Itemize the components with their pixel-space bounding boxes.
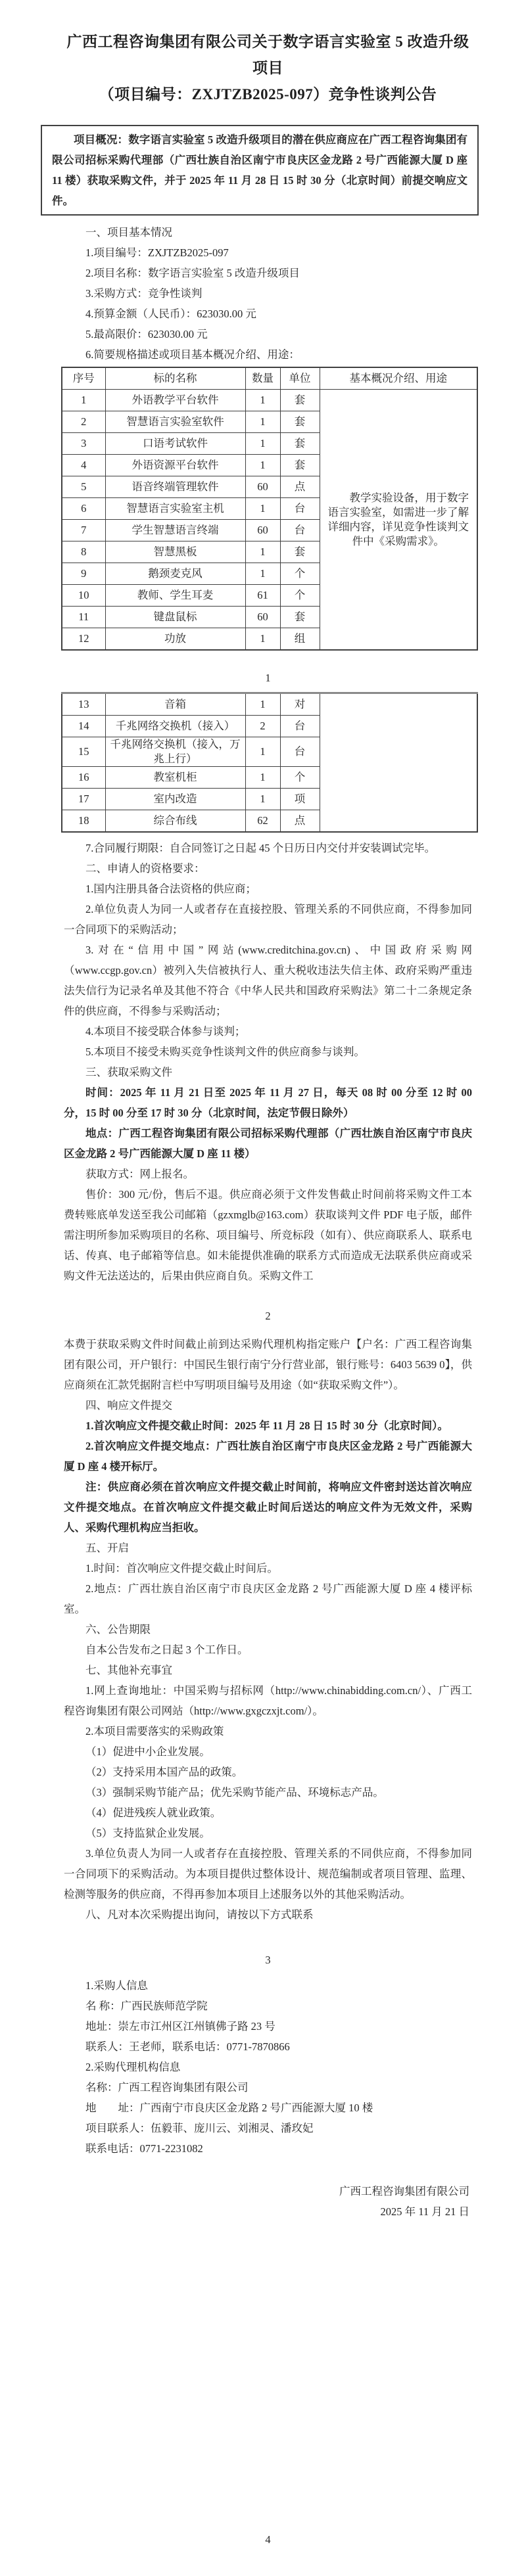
table-row bbox=[62, 390, 477, 411]
cell-item: 口语考试软件 bbox=[105, 433, 245, 455]
submit-note: 注：供应商必须在首次响应文件提交截止时间前，将响应文件密封送达首次响应文件提交地点。在首次响应文件提交截止时间后送达的响应文件为无效文件，采购人、采购代理机构应当拒收。 bbox=[64, 1481, 472, 1534]
cell-item: 室内改造 bbox=[105, 789, 245, 810]
agent-address: 地 址：广西南宁市良庆区金龙路 2 号广西能源大厦 10 楼 bbox=[85, 2102, 373, 2114]
doc-price-part-2: 本费于获取采购文件时间截止前到达采购代理机构指定账户【户名：广西工程咨询集团有限公司，开户银行：中国民生银行南宁分行营业部，银行账号：6403 5639 0】，供应商须在汇款凭据附言栏中写明项目编号及用途（如“获取采购文件”）。 bbox=[64, 1338, 472, 1391]
cell-seq: 6 bbox=[62, 498, 105, 520]
cell-qty: 1 bbox=[245, 541, 280, 563]
qualification-item-2: 2.单位负责人为同一人或者存在直接控股、管理关系的不同供应商，不得参加同一合同项下的采购活动； bbox=[64, 903, 472, 936]
cell-seq: 11 bbox=[62, 607, 105, 628]
project-overview-text: 项目概况：数字语言实验室 5 改造升级项目的潜在供应商应在广西工程咨询集团有限公司招标采购代理部（广西壮族自治区南宁市良庆区金龙路 2 号广西能源大厦 D 座 11 楼）获取采购文件，并于 2025 年 11 月 28 日 15 时 30 分（北京时间）前提交响应文件。 bbox=[52, 133, 467, 207]
agent-contacts: 项目联系人：伍毅菲、庞川云、刘湘灵、潘玫妃 bbox=[85, 2122, 314, 2134]
cell-qty: 60 bbox=[245, 476, 280, 498]
doc-obtain-place: 地点：广西工程咨询集团有限公司招标采购代理部（广西壮族自治区南宁市良庆区金龙路 2 号广西能源大厦 D 座 11 楼） bbox=[64, 1127, 472, 1160]
cell-item: 鹅颈麦克风 bbox=[105, 563, 245, 585]
page-number-1: 1 bbox=[265, 672, 271, 684]
project-overview-box bbox=[41, 125, 479, 216]
cell-unit: 点 bbox=[280, 476, 320, 498]
cell-unit: 项 bbox=[280, 789, 320, 810]
cell-item: 智慧语言实验室主机 bbox=[105, 498, 245, 520]
cell-seq: 2 bbox=[62, 411, 105, 433]
header-usage: 基本概况介绍、用途 bbox=[320, 367, 477, 390]
cell-unit: 个 bbox=[280, 585, 320, 607]
cell-item: 键盘鼠标 bbox=[105, 607, 245, 628]
buyer-name: 名 称：广西民族师范学院 bbox=[85, 2000, 208, 2012]
cell-seq: 9 bbox=[62, 563, 105, 585]
cell-item: 智慧语言实验室软件 bbox=[105, 411, 245, 433]
cell-item: 功放 bbox=[105, 628, 245, 651]
policy-5: （5）支持监狱企业发展。 bbox=[85, 1827, 210, 1839]
cell-unit: 台 bbox=[280, 498, 320, 520]
cell-seq: 18 bbox=[62, 810, 105, 833]
cell-qty: 62 bbox=[245, 810, 280, 833]
submit-place: 2.首次响应文件提交地点：广西壮族自治区南宁市良庆区金龙路 2 号广西能源大厦 D 座 4 楼开标厅。 bbox=[64, 1440, 472, 1473]
cell-seq: 12 bbox=[62, 628, 105, 651]
cell-qty: 1 bbox=[245, 628, 280, 651]
cell-item: 教室机柜 bbox=[105, 767, 245, 789]
cell-qty: 1 bbox=[245, 498, 280, 520]
cell-item: 语音终端管理软件 bbox=[105, 476, 245, 498]
cell-unit: 套 bbox=[280, 455, 320, 476]
page-number-2: 2 bbox=[265, 1310, 271, 1322]
cell-qty: 60 bbox=[245, 607, 280, 628]
cell-seq: 1 bbox=[62, 390, 105, 411]
cell-qty: 1 bbox=[245, 737, 280, 767]
cell-unit: 点 bbox=[280, 810, 320, 833]
cell-seq: 8 bbox=[62, 541, 105, 563]
buyer-contact: 联系人：王老师，联系电话：0771-7870866 bbox=[85, 2040, 290, 2053]
cell-seq: 16 bbox=[62, 767, 105, 789]
doc-title-line-1: 广西工程咨询集团有限公司关于数字语言实验室 5 改造升级项目 bbox=[66, 34, 469, 76]
cell-unit: 个 bbox=[280, 767, 320, 789]
cell-unit: 台 bbox=[280, 716, 320, 737]
cell-unit: 套 bbox=[280, 411, 320, 433]
cell-item: 智慧黑板 bbox=[105, 541, 245, 563]
cell-seq: 7 bbox=[62, 520, 105, 541]
cell-qty: 1 bbox=[245, 693, 280, 716]
cell-unit: 台 bbox=[280, 520, 320, 541]
page-bottom-spacer bbox=[64, 2222, 472, 2529]
project-number: 1.项目编号：ZXJTZB2025-097 bbox=[85, 246, 229, 259]
supplier-restriction: 3.单位负责人为同一人或者存在直接控股、管理关系的不同供应商，不得参加同一合同项下的采购活动。为本项目提供过整体设计、规范编制或者项目管理、监理、检测等服务的供应商，不得再参加本项目上述服务以外的其他采购活动。 bbox=[64, 1847, 472, 1900]
notice-period: 自本公告发布之日起 3 个工作日。 bbox=[85, 1644, 249, 1656]
header-qty: 数量 bbox=[245, 367, 280, 390]
budget-amount: 4.预算金额（人民币）：623030.00 元 bbox=[85, 308, 256, 320]
cell-qty: 2 bbox=[245, 716, 280, 737]
goods-table-part-2 bbox=[61, 692, 478, 833]
open-time: 1.时间：首次响应文件提交截止时间后。 bbox=[85, 1562, 278, 1575]
table-row bbox=[62, 693, 477, 716]
cell-unit: 台 bbox=[280, 737, 320, 767]
doc-title-line-2: （项目编号：ZXJTZB2025-097）竞争性谈判公告 bbox=[99, 86, 437, 103]
header-item: 标的名称 bbox=[105, 367, 245, 390]
section-4-heading: 四、响应文件提交 bbox=[85, 1399, 172, 1412]
qualification-item-1: 1.国内注册具备合法资格的供应商； bbox=[85, 883, 256, 895]
doc-price-part-1: 售价：300 元/份，售后不退。供应商必须于文件发售截止时间前将采购文件工本费转账底单发送至我公司邮箱（gzxmglb@163.com）获取谈判文件 PDF 电子版，邮件需注明所参加采购项目的名称、项目编号、所竞标段（如有）、供应商联系人、联系电话、传真、电子邮箱等信息。如未能提供准确的联系方式而造成无法联系供应商或采购文件无法送达的，后果由供应商自负。采购文件工 bbox=[64, 1188, 472, 1282]
section-5-heading: 五、开启 bbox=[85, 1542, 129, 1554]
header-unit: 单位 bbox=[280, 367, 320, 390]
cell-item: 千兆网络交换机（接入） bbox=[105, 716, 245, 737]
procurement-method: 3.采购方式：竞争性谈判 bbox=[85, 287, 203, 300]
cell-qty: 1 bbox=[245, 455, 280, 476]
policy-3: （3）强制采购节能产品；优先采购节能产品、环境标志产品。 bbox=[85, 1786, 384, 1799]
cell-qty: 1 bbox=[245, 767, 280, 789]
section-6-heading: 六、公告期限 bbox=[85, 1623, 151, 1636]
signature-company: 广西工程咨询集团有限公司 bbox=[339, 2185, 469, 2197]
doc-obtain-method: 获取方式：网上报名。 bbox=[85, 1168, 194, 1180]
price-cap: 5.最高限价：623030.00 元 bbox=[85, 328, 208, 340]
project-name: 2.项目名称：数字语言实验室 5 改造升级项目 bbox=[85, 267, 300, 279]
section-7-heading: 七、其他补充事宜 bbox=[85, 1664, 172, 1676]
cell-seq: 14 bbox=[62, 716, 105, 737]
cell-qty: 1 bbox=[245, 563, 280, 585]
section-1-heading: 一、项目基本情况 bbox=[85, 226, 172, 239]
cell-unit: 个 bbox=[280, 563, 320, 585]
page-title bbox=[64, 29, 472, 108]
cell-unit: 套 bbox=[280, 607, 320, 628]
cell-seq: 3 bbox=[62, 433, 105, 455]
usage-note-cell bbox=[320, 390, 477, 651]
policy-1: （1）促进中小企业发展。 bbox=[85, 1745, 210, 1758]
cell-seq: 10 bbox=[62, 585, 105, 607]
cell-item: 外语教学平台软件 bbox=[105, 390, 245, 411]
cell-item: 学生智慧语言终端 bbox=[105, 520, 245, 541]
policy-4: （4）促进残疾人就业政策。 bbox=[85, 1806, 222, 1819]
cell-qty: 1 bbox=[245, 433, 280, 455]
cell-unit: 套 bbox=[280, 541, 320, 563]
cell-item: 音箱 bbox=[105, 693, 245, 716]
qualification-item-4: 4.本项目不接受联合体参与谈判； bbox=[85, 1025, 246, 1038]
submit-deadline: 1.首次响应文件提交截止时间：2025 年 11 月 28 日 15 时 30 分（北京时间）。 bbox=[85, 1419, 448, 1432]
cell-seq: 5 bbox=[62, 476, 105, 498]
buyer-info-heading: 1.采购人信息 bbox=[85, 1979, 148, 1992]
page-number-4: 4 bbox=[265, 2533, 271, 2546]
cell-qty: 1 bbox=[245, 789, 280, 810]
contract-period: 7.合同履行期限：自合同签订之日起 45 个日历日内交付并安装调试完毕。 bbox=[85, 842, 436, 854]
cell-unit: 套 bbox=[280, 390, 320, 411]
header-seq: 序号 bbox=[62, 367, 105, 390]
signature-date: 2025 年 11 月 21 日 bbox=[380, 2205, 469, 2218]
page-number-3: 3 bbox=[265, 1954, 271, 1966]
cell-qty: 60 bbox=[245, 520, 280, 541]
agent-name: 名称：广西工程咨询集团有限公司 bbox=[85, 2081, 249, 2094]
doc-obtain-time: 时间：2025 年 11 月 21 日至 2025 年 11 月 27 日，每天 08 时 00 分至 12 时 00 分，15 时 00 分至 17 时 30 分（北京时间，法定节假日除外） bbox=[64, 1086, 472, 1119]
agent-phone: 联系电话：0771-2231082 bbox=[85, 2142, 203, 2155]
table-header-row bbox=[62, 367, 477, 390]
usage-note-cell-empty bbox=[320, 693, 477, 833]
spec-intro-label: 6.简要规格描述或项目基本概况介绍、用途： bbox=[85, 348, 300, 361]
cell-item: 外语资源平台软件 bbox=[105, 455, 245, 476]
query-urls: 1.网上查询地址：中国采购与招标网（http://www.chinabidding.com.cn/）、广西工程咨询集团有限公司网站（http://www.gxgczxjt.com/）。 bbox=[64, 1684, 472, 1717]
cell-qty: 1 bbox=[245, 411, 280, 433]
qualification-item-5: 5.本项目不接受未购买竞争性谈判文件的供应商参与谈判。 bbox=[85, 1046, 365, 1058]
open-place: 2.地点：广西壮族自治区南宁市良庆区金龙路 2 号广西能源大厦 D 座 4 楼评标室。 bbox=[64, 1582, 472, 1615]
policy-2: （2）支持采用本国产品的政策。 bbox=[85, 1766, 243, 1778]
cell-seq: 15 bbox=[62, 737, 105, 767]
cell-qty: 61 bbox=[245, 585, 280, 607]
cell-item: 教师、学生耳麦 bbox=[105, 585, 245, 607]
cell-seq: 17 bbox=[62, 789, 105, 810]
section-2-heading: 二、申请人的资格要求： bbox=[85, 862, 205, 875]
cell-item: 综合布线 bbox=[105, 810, 245, 833]
usage-note-text: 教学实验设备，用于数字语言实验室，如需进一步了解详细内容，详见竞争性谈判文件中《采购需求》。 bbox=[327, 491, 469, 547]
cell-seq: 13 bbox=[62, 693, 105, 716]
cell-unit: 对 bbox=[280, 693, 320, 716]
buyer-address: 地址：崇左市江州区江州镇佛子路 23 号 bbox=[85, 2020, 275, 2033]
goods-table-part-1 bbox=[61, 367, 478, 651]
section-3-heading: 三、获取采购文件 bbox=[85, 1066, 172, 1078]
cell-unit: 组 bbox=[280, 628, 320, 651]
agent-info-heading: 2.采购代理机构信息 bbox=[85, 2061, 181, 2073]
cell-qty: 1 bbox=[245, 390, 280, 411]
section-8-heading: 八、凡对本次采购提出询问，请按以下方式联系 bbox=[85, 1908, 314, 1921]
policy-intro: 2.本项目需要落实的采购政策 bbox=[85, 1725, 224, 1737]
qualification-item-3: 3.对在“信用中国”网站(www.creditchina.gov.cn)、中国政府采购网（www.ccgp.gov.cn）被列入失信被执行人、重大税收违法失信主体、政府采购严重违法失信行为记录名单及其他不符合《中华人民共和国政府采购法》第二十二条规定条件的供应商，不得参与采购活动； bbox=[64, 944, 472, 1017]
cell-item: 千兆网络交换机（接入，万兆上行） bbox=[105, 737, 245, 767]
cell-unit: 套 bbox=[280, 433, 320, 455]
cell-seq: 4 bbox=[62, 455, 105, 476]
